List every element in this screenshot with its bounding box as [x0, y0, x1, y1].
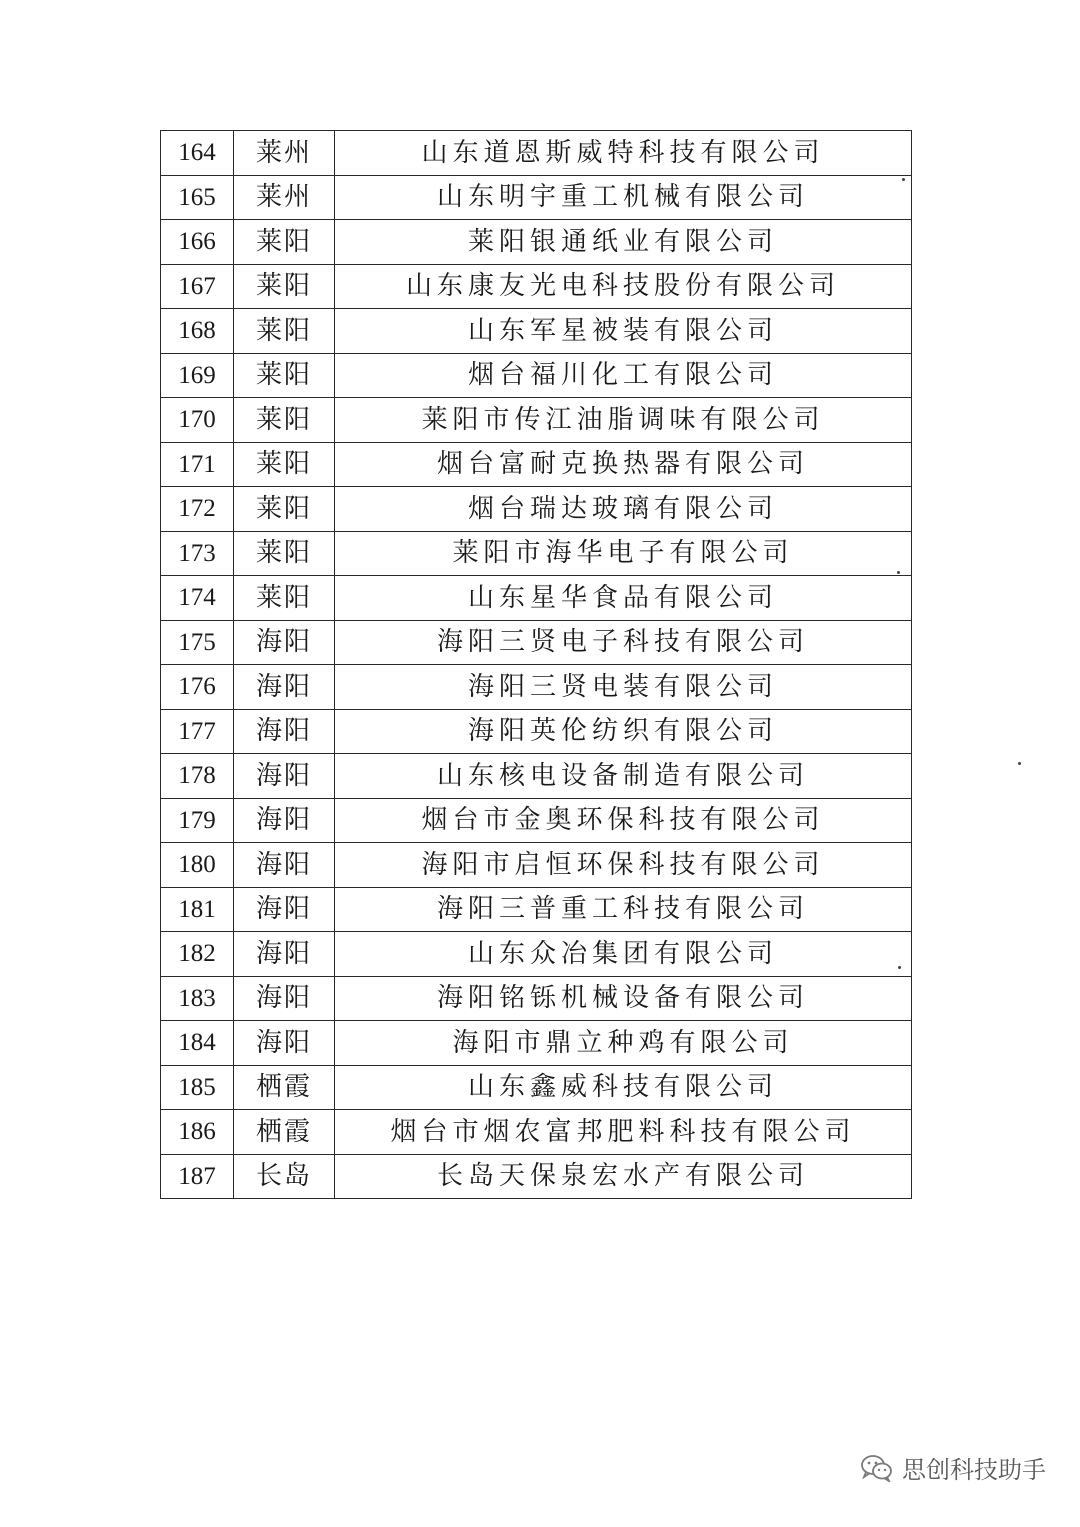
- row-number: 181: [161, 887, 234, 932]
- row-company: 山东核电设备制造有限公司: [335, 754, 912, 799]
- row-area: 海阳: [234, 843, 335, 888]
- table-row: [161, 798, 912, 843]
- table-row: [161, 754, 912, 799]
- table-body: [161, 131, 912, 1199]
- table-row: [161, 264, 912, 309]
- row-area: 莱阳: [234, 220, 335, 265]
- row-company: 山东众冶集团有限公司: [335, 932, 912, 977]
- row-area: 莱阳: [234, 576, 335, 621]
- row-area: 海阳: [234, 620, 335, 665]
- table-row: [161, 175, 912, 220]
- row-area: 栖霞: [234, 1065, 335, 1110]
- row-number: 175: [161, 620, 234, 665]
- row-number: 179: [161, 798, 234, 843]
- row-number: 177: [161, 709, 234, 754]
- row-company: 烟台福川化工有限公司: [335, 353, 912, 398]
- row-area: 莱阳: [234, 264, 335, 309]
- row-area: 莱阳: [234, 309, 335, 354]
- row-number: 187: [161, 1154, 234, 1199]
- row-company: 山东康友光电科技股份有限公司: [335, 264, 912, 309]
- row-company: 莱阳银通纸业有限公司: [335, 220, 912, 265]
- table-row: [161, 1154, 912, 1199]
- row-area: 莱阳: [234, 442, 335, 487]
- row-company: 烟台市金奥环保科技有限公司: [335, 798, 912, 843]
- row-company: 海阳市鼎立种鸡有限公司: [335, 1021, 912, 1066]
- row-number: 183: [161, 976, 234, 1021]
- row-company: 海阳英伦纺织有限公司: [335, 709, 912, 754]
- row-number: 182: [161, 932, 234, 977]
- row-area: 海阳: [234, 798, 335, 843]
- row-company: 长岛天保泉宏水产有限公司: [335, 1154, 912, 1199]
- row-number: 185: [161, 1065, 234, 1110]
- row-area: 莱阳: [234, 531, 335, 576]
- row-company: 山东军星被装有限公司: [335, 309, 912, 354]
- table-row: [161, 398, 912, 443]
- table-row: [161, 843, 912, 888]
- row-area: 莱州: [234, 131, 335, 176]
- row-number: 186: [161, 1110, 234, 1155]
- table-row: [161, 353, 912, 398]
- row-company: 烟台市烟农富邦肥料科技有限公司: [335, 1110, 912, 1155]
- table-row: [161, 576, 912, 621]
- row-number: 164: [161, 131, 234, 176]
- table-row: [161, 531, 912, 576]
- row-company: 海阳三贤电子科技有限公司: [335, 620, 912, 665]
- row-area: 莱阳: [234, 487, 335, 532]
- row-number: 176: [161, 665, 234, 710]
- scan-speck: [902, 178, 905, 181]
- row-number: 169: [161, 353, 234, 398]
- scan-speck: [897, 571, 900, 574]
- row-company: 海阳市启恒环保科技有限公司: [335, 843, 912, 888]
- row-number: 170: [161, 398, 234, 443]
- row-number: 184: [161, 1021, 234, 1066]
- row-area: 莱州: [234, 175, 335, 220]
- row-number: 180: [161, 843, 234, 888]
- row-company: 莱阳市传江油脂调味有限公司: [335, 398, 912, 443]
- row-company: 山东鑫威科技有限公司: [335, 1065, 912, 1110]
- row-area: 海阳: [234, 665, 335, 710]
- row-area: 栖霞: [234, 1110, 335, 1155]
- row-number: 167: [161, 264, 234, 309]
- row-area: 海阳: [234, 976, 335, 1021]
- row-company: 山东明宇重工机械有限公司: [335, 175, 912, 220]
- company-list-table: [160, 130, 912, 1199]
- table-row: [161, 976, 912, 1021]
- table-row: [161, 665, 912, 710]
- row-area: 莱阳: [234, 353, 335, 398]
- watermark-text: 思创科技助手: [902, 1456, 1046, 1484]
- row-company: 海阳铭铄机械设备有限公司: [335, 976, 912, 1021]
- row-number: 174: [161, 576, 234, 621]
- row-number: 173: [161, 531, 234, 576]
- table-row: [161, 932, 912, 977]
- table-row: [161, 309, 912, 354]
- table-row: [161, 131, 912, 176]
- row-number: 171: [161, 442, 234, 487]
- row-company: 海阳三贤电装有限公司: [335, 665, 912, 710]
- row-company: 海阳三普重工科技有限公司: [335, 887, 912, 932]
- row-number: 166: [161, 220, 234, 265]
- row-company: 莱阳市海华电子有限公司: [335, 531, 912, 576]
- row-company: 烟台瑞达玻璃有限公司: [335, 487, 912, 532]
- row-company: 烟台富耐克换热器有限公司: [335, 442, 912, 487]
- row-area: 莱阳: [234, 398, 335, 443]
- table-row: [161, 1110, 912, 1155]
- scan-speck: [898, 966, 901, 969]
- row-area: 海阳: [234, 887, 335, 932]
- wechat-icon: [860, 1454, 894, 1482]
- table-row: [161, 442, 912, 487]
- watermark: [860, 1450, 1046, 1485]
- row-area: 海阳: [234, 932, 335, 977]
- row-area: 海阳: [234, 709, 335, 754]
- table-row: [161, 487, 912, 532]
- row-area: 海阳: [234, 754, 335, 799]
- row-number: 178: [161, 754, 234, 799]
- table-row: [161, 1021, 912, 1066]
- table-row: [161, 220, 912, 265]
- row-area: 长岛: [234, 1154, 335, 1199]
- table-row: [161, 1065, 912, 1110]
- table-row: [161, 620, 912, 665]
- table-row: [161, 709, 912, 754]
- scan-speck: [1018, 762, 1021, 765]
- row-number: 165: [161, 175, 234, 220]
- row-number: 172: [161, 487, 234, 532]
- row-number: 168: [161, 309, 234, 354]
- table-row: [161, 887, 912, 932]
- row-company: 山东星华食品有限公司: [335, 576, 912, 621]
- row-area: 海阳: [234, 1021, 335, 1066]
- row-company: 山东道恩斯威特科技有限公司: [335, 131, 912, 176]
